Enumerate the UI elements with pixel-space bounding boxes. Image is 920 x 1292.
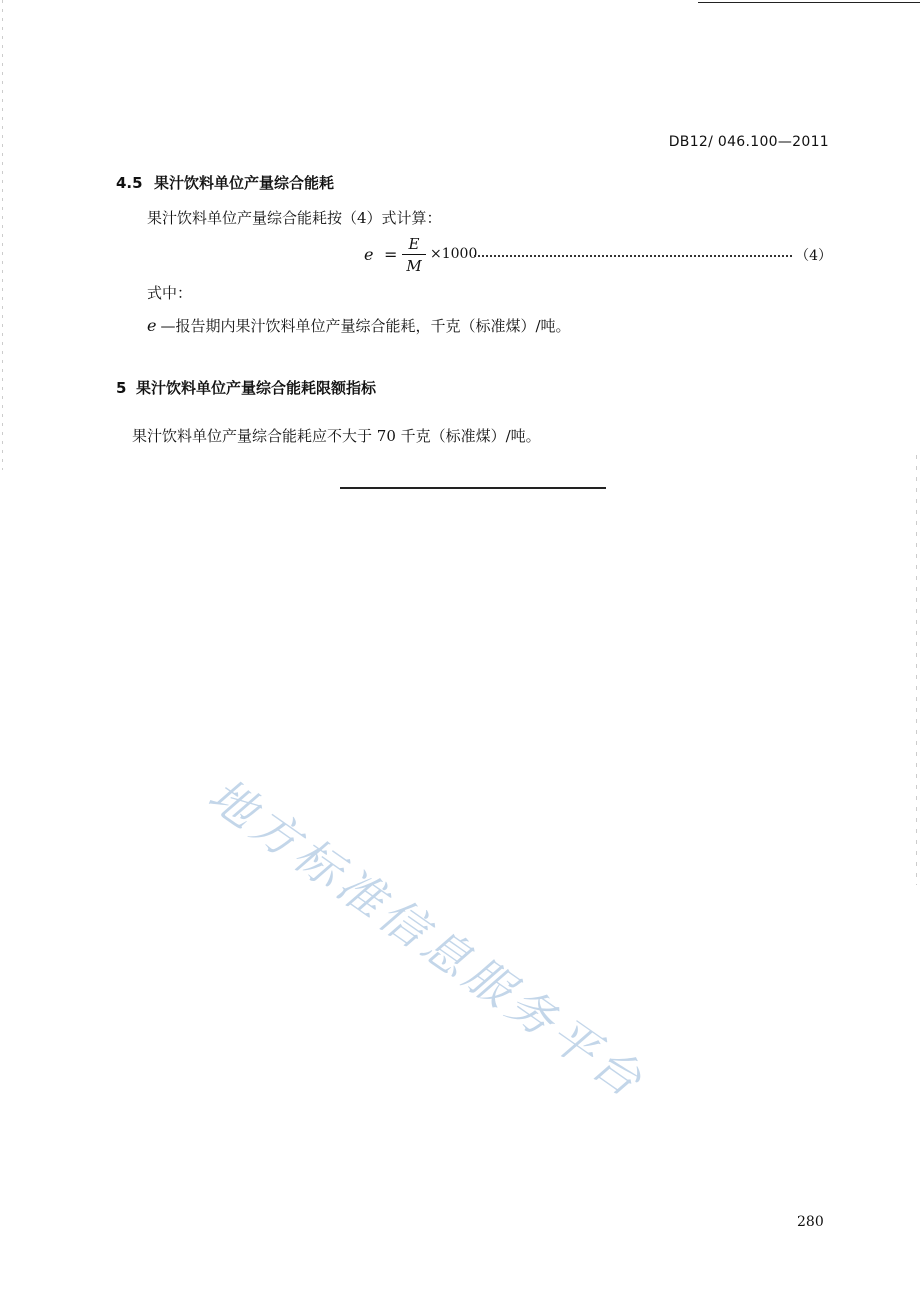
scan-edge-left xyxy=(2,0,3,470)
end-rule xyxy=(340,487,606,489)
section-number: 5 xyxy=(116,379,127,397)
formula-4 xyxy=(364,234,832,278)
section-number: 4.5 xyxy=(116,174,143,192)
section-5-heading xyxy=(116,377,376,398)
section-title: 果汁饮料单位产量综合能耗限额指标 xyxy=(136,379,377,397)
formula-lhs: e xyxy=(364,245,374,264)
scan-edge-right xyxy=(916,455,917,885)
definition-text: —报告期内果汁饮料单位产量综合能耗，千克（标准煤）/吨。 xyxy=(160,317,571,335)
formula-multiplier: ×1000 xyxy=(430,246,478,262)
equation-number: （4） xyxy=(795,248,832,264)
document-code: DB12/ 046.100—2011 xyxy=(668,134,829,150)
formula-equals: = xyxy=(384,245,398,264)
formula-intro: 果汁饮料单位产量综合能耗按（4）式计算： xyxy=(147,209,442,227)
dot-leader xyxy=(474,255,792,257)
section-5-body: 果汁饮料单位产量综合能耗应不大于 70 千克（标准煤）/吨。 xyxy=(132,427,541,445)
watermark: 地方标准信息服务平台 xyxy=(198,767,656,1110)
where-label: 式中： xyxy=(147,284,193,302)
definition-symbol: e xyxy=(147,316,157,335)
section-title: 果汁饮料单位产量综合能耗 xyxy=(154,174,335,192)
top-rule xyxy=(698,2,920,3)
definition-line xyxy=(147,315,571,336)
section-4-5-heading xyxy=(116,172,334,193)
formula-denominator: M xyxy=(406,257,422,275)
page-number: 280 xyxy=(797,1214,824,1230)
formula-fraction xyxy=(401,234,427,275)
formula-numerator: E xyxy=(408,235,420,253)
